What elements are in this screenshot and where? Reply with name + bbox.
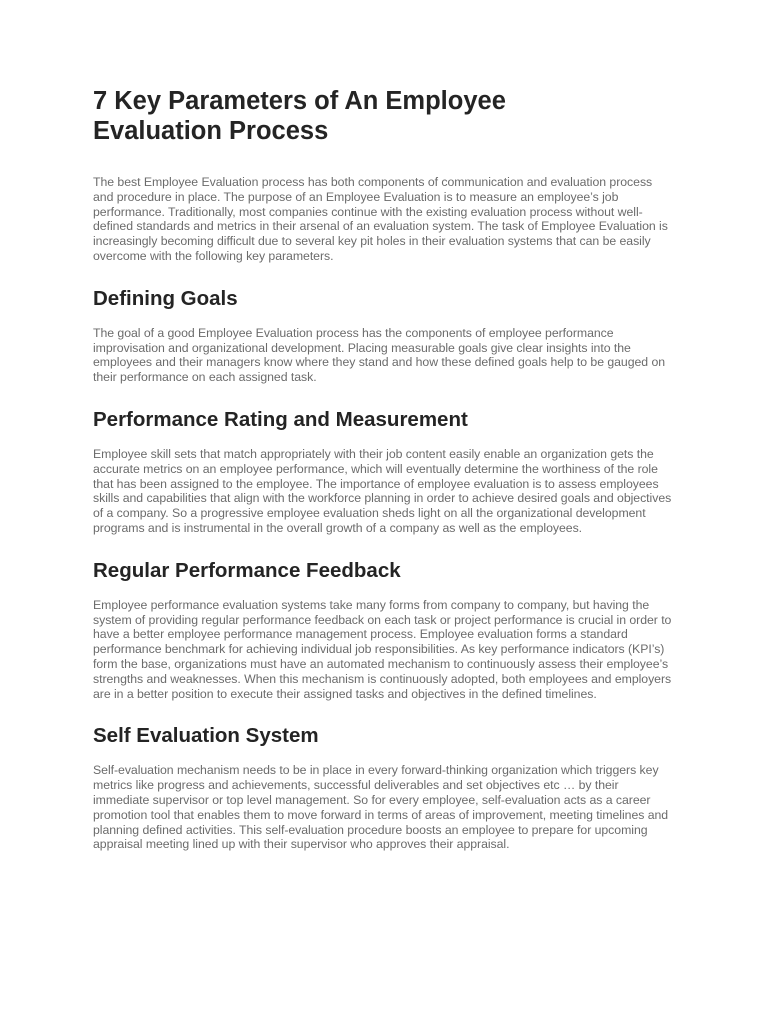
section-body-defining-goals: The goal of a good Employee Evaluation process has the components of employee performance improvisation and organizational development. Placing measurable goals give clear insights into the employees and their managers know where they stand and how these defined goals help to be gauged on their performance on each assigned task.	[93, 325, 666, 385]
document-title: 7 Key Parameters of An Employee Evaluation Process	[93, 87, 506, 145]
document-page	[93, 86, 675, 852]
intro-paragraph: The best Employee Evaluation process has both components of communication and evaluation process and procedure in place. The purpose of an Employee Evaluation is to measure an employee’s job performance. Traditionally, most companies continue with the existing evaluation process without well-defined standards and metrics in their arsenal of an evaluation system. The task of Employee Evaluation is increasingly becoming difficult due to several key pit holes in their evaluation systems that can be easily overcome with the following key parameters.	[93, 175, 668, 263]
section-body-regular-feedback: Employee performance evaluation systems take many forms from company to company, but having the system of providing regular performance feedback on each task or project performance is crucial in order to have a better employee performance management process. Employee evaluation forms a standard performance benchmark for achieving individual job responsibilities. As key performance indicators (KPI’s) form the base, organizations must have an automated mechanism to continuously assess their employee’s strengths and weaknesses. When this mechanism is continuously adopted, both employees and employers are in a better position to execute their assigned tasks and objectives in the defined timelines.	[93, 597, 672, 701]
section-heading-regular-feedback: Regular Performance Feedback	[93, 558, 401, 582]
section-heading-self-evaluation: Self Evaluation System	[93, 724, 319, 748]
section-heading-defining-goals: Defining Goals	[93, 286, 238, 310]
section-body-self-evaluation: Self-evaluation mechanism needs to be in place in every forward-thinking organization which triggers key metrics like progress and achievements, successful deliverables and set objectives etc … by their immediate supervisor or top level management. So for every employee, self-evaluation acts as a career promotion tool that enables them to move forward in terms of areas of improvement, meeting timelines and planning defined activities. This self-evaluation procedure boosts an employee to prepare for upcoming appraisal meeting lined up with their supervisor who approves their appraisal.	[93, 763, 669, 852]
section-heading-performance-rating: Performance Rating and Measurement	[93, 407, 468, 431]
section-body-performance-rating: Employee skill sets that match appropriately with their job content easily enable an organization gets the accurate metrics on an employee performance, which will eventually determine the worthiness of the role that has been assigned to the employee. The importance of employee evaluation is to assess employees skills and capabilities that align with the workforce planning in order to achieve desired goals and objectives of a company. So a progressive employee evaluation sheds light on all the organizational development programs and is instrumental in the overall growth of a company as well as the employees.	[93, 446, 672, 535]
